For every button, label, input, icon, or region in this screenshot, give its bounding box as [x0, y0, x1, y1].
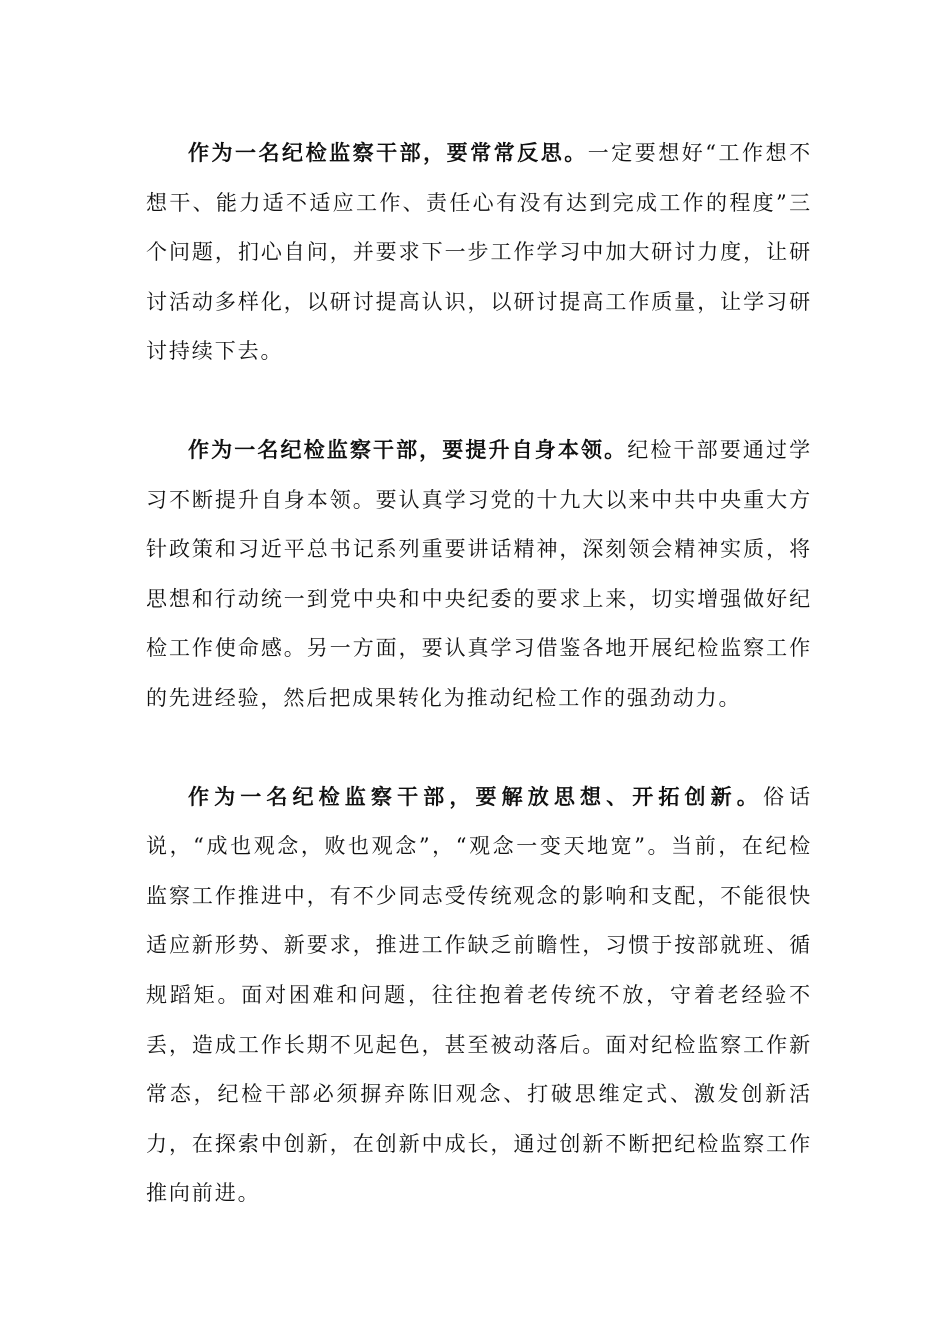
- paragraph-body: 一定要想好“工作想不想干、能力适不适应工作、责任心有没有达到完成工作的程度”三个问题，扪心自问，并要求下一步工作学习中加大研讨力度，让研讨活动多样化，以研讨提高认识，以研讨提高工作质量，让学习研讨持续下去。: [146, 141, 812, 364]
- paragraph-reflection: [146, 128, 812, 377]
- paragraph-lead: 作为一名纪检监察干部，要解放思想、开拓创新。: [188, 783, 763, 809]
- paragraph-innovation: [146, 772, 812, 1219]
- paragraph-lead: 作为一名纪检监察干部，要提升自身本领。: [188, 436, 628, 462]
- paragraph-lead: 作为一名纪检监察干部，要常常反思。: [188, 140, 588, 165]
- document-page: [146, 128, 812, 1267]
- paragraph-improve-skills: [146, 425, 812, 724]
- paragraph-body: 纪检干部要通过学习不断提升自身本领。要认真学习党的十九大以来中共中央重大方针政策和习近平总书记系列重要讲话精神，深刻领会精神实质，将思想和行动统一到党中央和中央纪委的要求上来，切实增强做好纪检工作使命感。另一方面，要认真学习借鉴各地开展纪检监察工作的先进经验，然后把成果转化为推动纪检工作的强劲动力。: [146, 437, 812, 710]
- paragraph-body: 俗话说，“成也观念，败也观念”，“观念一变天地宽”。当前，在纪检监察工作推进中，有不少同志受传统观念的影响和支配，不能很快适应新形势、新要求，推进工作缺乏前瞻性，习惯于按部就班、循规蹈矩。面对困难和问题，往往抱着老传统不放，守着老经验不丢，造成工作长期不见起色，甚至被动落后。面对纪检监察工作新常态，纪检干部必须摒弃陈旧观念、打破思维定式、激发创新活力，在探索中创新，在创新中成长，通过创新不断把纪检监察工作推向前进。: [146, 784, 812, 1206]
